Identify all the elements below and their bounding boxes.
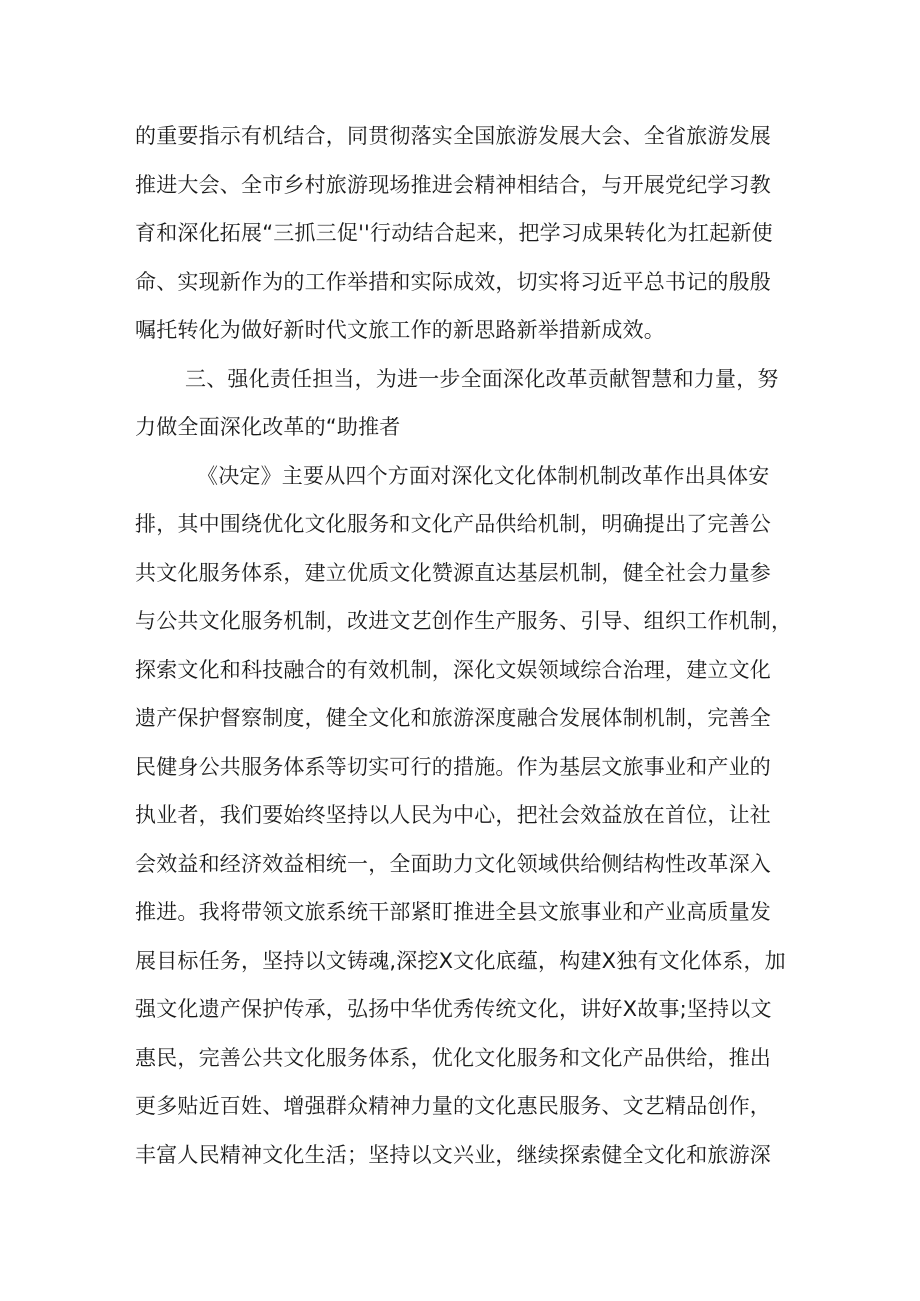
text-line: 的重要指示有机结合，同贯彻落实全国旅游发展大会、全省旅游发展 [135,124,771,148]
text-line: 强文化遗产保护传承，弘扬中华优秀传统文化，讲好X故事;坚持以文 [135,997,772,1021]
heading-line: 三、强化责任担当，为进一步全面深化改革贡献智慧和力量，努 [185,366,779,391]
text-line: 丰富人民精神文化生活；坚持以文兴业，继续探索健全文化和旅游深 [135,1142,771,1167]
text-line: 与公共文化服务机制，改进文艺创作生产服务、引导、组织工作机制， [135,609,793,633]
text-line: 遗产保护督察制度，健全文化和旅游深度融合发展体制机制，完善全 [135,706,771,730]
text-line: 《决定》主要从四个方面对深化文化体制机制改革作出具体安 [197,463,770,488]
text-line: 会效益和经济效益相统一，全面助力文化领域供给侧结构性改革深入 [135,851,771,876]
text-line: 推进。我将带领文旅系统干部紧盯推进全县文旅事业和产业高质量发 [135,900,771,924]
document-body [135,112,810,1179]
text-line: 排，其中围绕优化文化服务和文化产品供给机制，明确提出了完善公 [135,512,771,536]
paragraph-body [135,452,810,1180]
text-line: 探索文化和科技融合的有效机制，深化文娱领域综合治理，建立文化 [135,657,771,682]
text-line: 执业者，我们要始终坚持以人民为中心，把社会效益放在首位，让社 [135,803,771,827]
paragraph-continuation [135,112,810,355]
text-line: 更多贴近百姓、增强群众精神力量的文化惠民服务、文艺精品创作， [135,1094,771,1118]
text-line: 惠民，完善公共文化服务体系，优化文化服务和文化产品供给，推出 [135,1045,771,1070]
text-line: 展目标任务，坚持以文铸魂,深挖X文化底蕴，构建X独有文化体系，加 [135,948,786,973]
text-line: 育和深化拓展“三抓三促''行动结合起来，把学习成果转化为扛起新使 [135,221,773,245]
text-line: 民健身公共服务体系等切实可行的措施。作为基层文旅事业和产业的 [135,754,771,779]
heading-line: 力做全面深化改革的“助推者 [135,415,401,439]
text-line: 嘱托转化为做好新时代文旅工作的新思路新举措新成效。 [135,318,665,342]
text-line: 共文化服务体系，建立优质文化赞源直达基层机制，健全社会力量参 [135,560,771,585]
section-heading [135,355,810,452]
text-line: 命、实现新作为的工作举措和实际成效，切实将习近平总书记的殷殷 [135,269,771,294]
text-line: 推进大会、全市乡村旅游现场推进会精神相结合，与开展党纪学习教 [135,172,771,197]
